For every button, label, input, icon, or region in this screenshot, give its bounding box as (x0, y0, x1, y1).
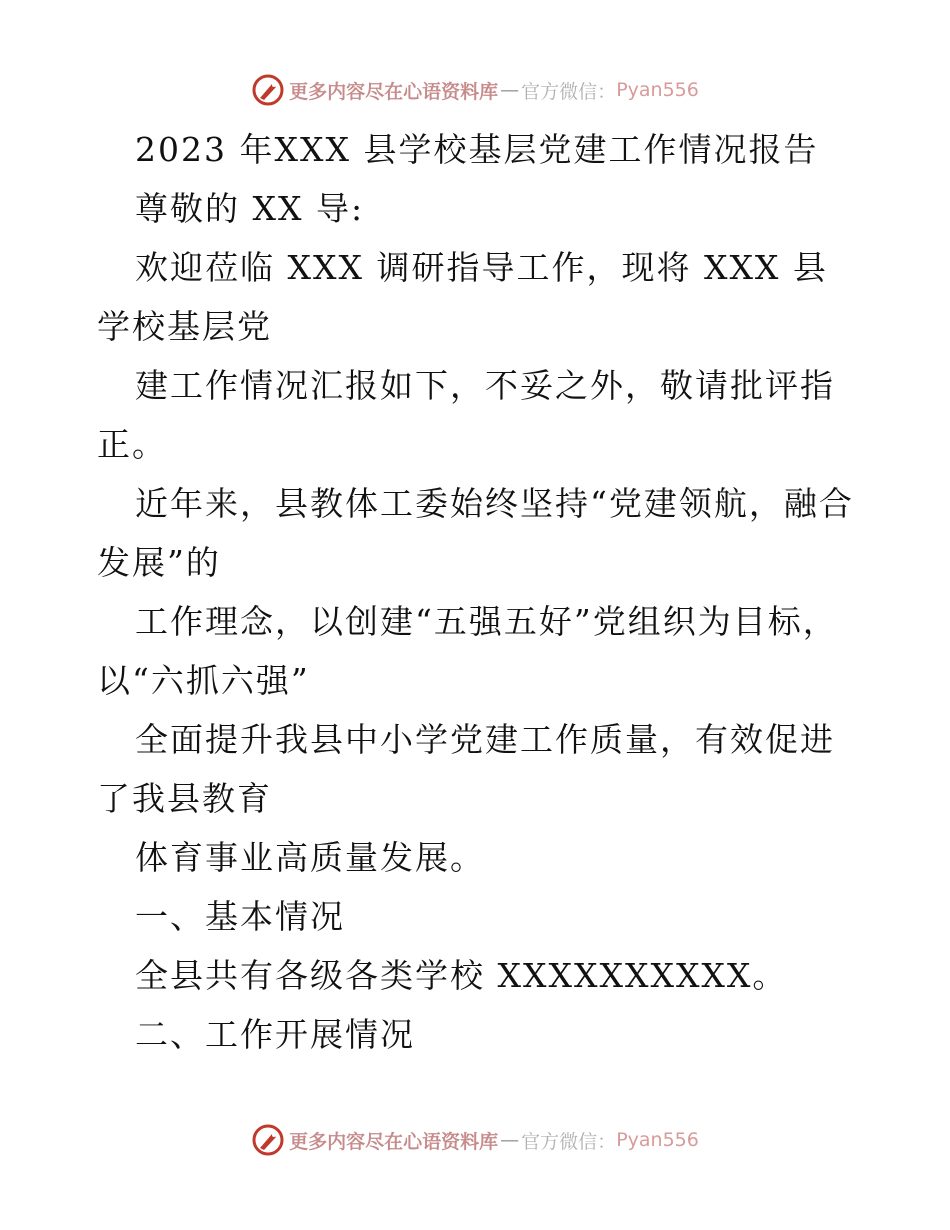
pen-logo-icon (251, 73, 285, 107)
pen-logo-icon (251, 1123, 285, 1157)
paragraph-development: 体育事业高质量发展。 (135, 838, 485, 877)
watermark-site-text: 更多内容尽在心语资料库 (289, 80, 499, 103)
paragraph-concept: 工作理念，以创建“五强五好”党组织为目标，以“六抓六强” (97, 602, 838, 700)
paragraph-intro-cont: 建工作情况汇报如下，不妥之外，敬请批评指正。 (97, 366, 835, 464)
watermark-wechat-label: 官方微信： (521, 80, 617, 103)
watermark-wechat-id: Pyan556 (616, 1129, 699, 1151)
paragraph-intro: 欢迎莅临 XXX 调研指导工作，现将 XXX 县学校基层党 (97, 248, 828, 346)
paragraph-schools: 全县共有各级各类学校 XXXXXXXXXX。 (135, 956, 788, 995)
paragraph-recent-years: 近年来，县教体工委始终坚持“党建领航，融合发展”的 (97, 484, 854, 582)
watermark-wechat-id: Pyan556 (616, 79, 699, 101)
watermark-wechat-label: 官方微信： (521, 1130, 617, 1153)
document-title: 2023 年XXX 县学校基层党建工作情况报告 (135, 130, 819, 169)
salutation: 尊敬的 XX 导: (135, 189, 365, 228)
document-body (97, 120, 857, 1064)
watermark-separator: — (500, 1129, 520, 1151)
watermark-site-text: 更多内容尽在心语资料库 (289, 1130, 499, 1153)
footer-watermark (0, 1120, 950, 1160)
watermark-separator: — (500, 79, 520, 101)
header-watermark (0, 70, 950, 110)
section-heading-work: 二、工作开展情况 (135, 1015, 415, 1054)
paragraph-quality: 全面提升我县中小学党建工作质量，有效促进了我县教育 (97, 720, 835, 818)
section-heading-basic: 一、基本情况 (135, 897, 345, 936)
